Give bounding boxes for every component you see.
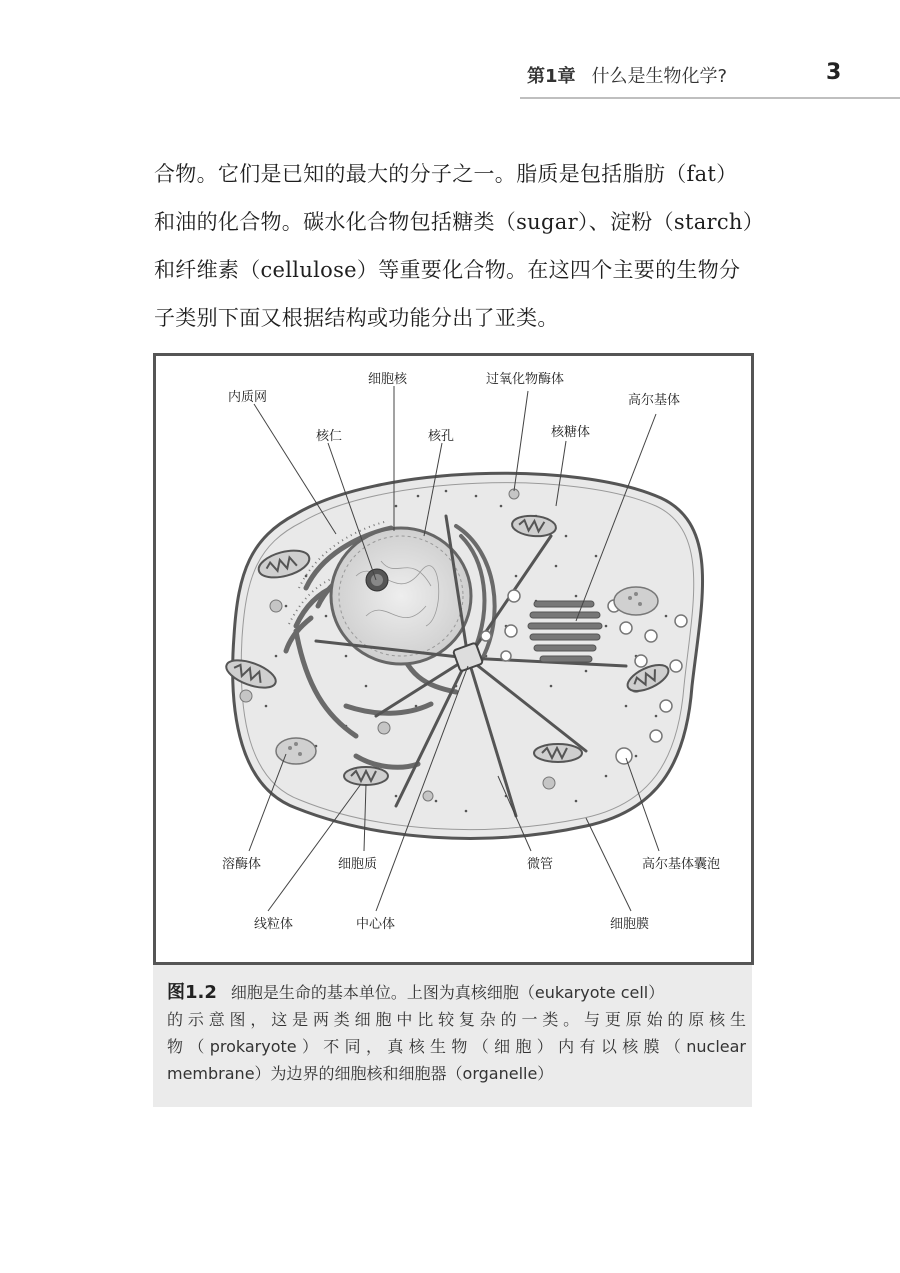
chapter-title xyxy=(527,62,727,88)
body-line: 和纤维素（cellulose）等重要化合物。在这四个主要的生物分 xyxy=(154,258,741,282)
label-golgi-vesicle: 高尔基体囊泡 xyxy=(642,857,721,872)
chapter-number: 第1章 xyxy=(527,66,576,87)
label-nuclear-pore: 核孔 xyxy=(428,429,455,444)
header-divider xyxy=(520,97,900,99)
caption-line: membrane）为边界的细胞核和细胞器（organelle） xyxy=(167,1064,554,1083)
chapter-name: 什么是生物化学? xyxy=(591,66,728,87)
label-ribosome: 核糖体 xyxy=(551,425,591,440)
label-mitochondrion: 线粒体 xyxy=(254,917,294,932)
cell-diagram-figure xyxy=(153,353,754,965)
caption-line: 图1.2 细胞是生命的基本单位。上图为真核细胞（eukaryote cell） xyxy=(167,982,665,1003)
label-nucleus: 细胞核 xyxy=(368,372,408,387)
label-cytoplasm: 细胞质 xyxy=(338,857,378,872)
caption-line: 物（prokaryote）不同，真核生物（细胞）内有以核膜（nuclear xyxy=(167,1037,746,1056)
label-nucleolus: 核仁 xyxy=(316,429,343,444)
body-line: 和油的化合物。碳水化合物包括糖类（sugar）、淀粉（starch） xyxy=(154,210,765,234)
body-line: 子类别下面又根据结构或功能分出了亚类。 xyxy=(154,306,559,330)
figure-caption xyxy=(153,965,752,1107)
label-golgi-apparatus: 高尔基体 xyxy=(628,393,681,408)
caption-line: 的示意图，这是两类细胞中比较复杂的一类。与更原始的原核生 xyxy=(167,1010,746,1029)
cell-diagram xyxy=(156,356,751,962)
label-centrosome: 中心体 xyxy=(356,917,396,932)
label-microtubule: 微管 xyxy=(527,857,554,872)
figure-label: 图1.2 xyxy=(167,982,217,1003)
label-peroxisome: 过氧化物酶体 xyxy=(486,372,565,387)
body-line: 合物。它们是已知的最大的分子之一。脂质是包括脂肪（fat） xyxy=(154,162,738,186)
page-number: 3 xyxy=(826,60,842,85)
label-endoplasmic-reticulum: 内质网 xyxy=(228,390,268,405)
label-lysosome: 溶酶体 xyxy=(222,857,262,872)
label-cell-membrane: 细胞膜 xyxy=(610,917,650,932)
body-paragraph xyxy=(154,150,764,342)
